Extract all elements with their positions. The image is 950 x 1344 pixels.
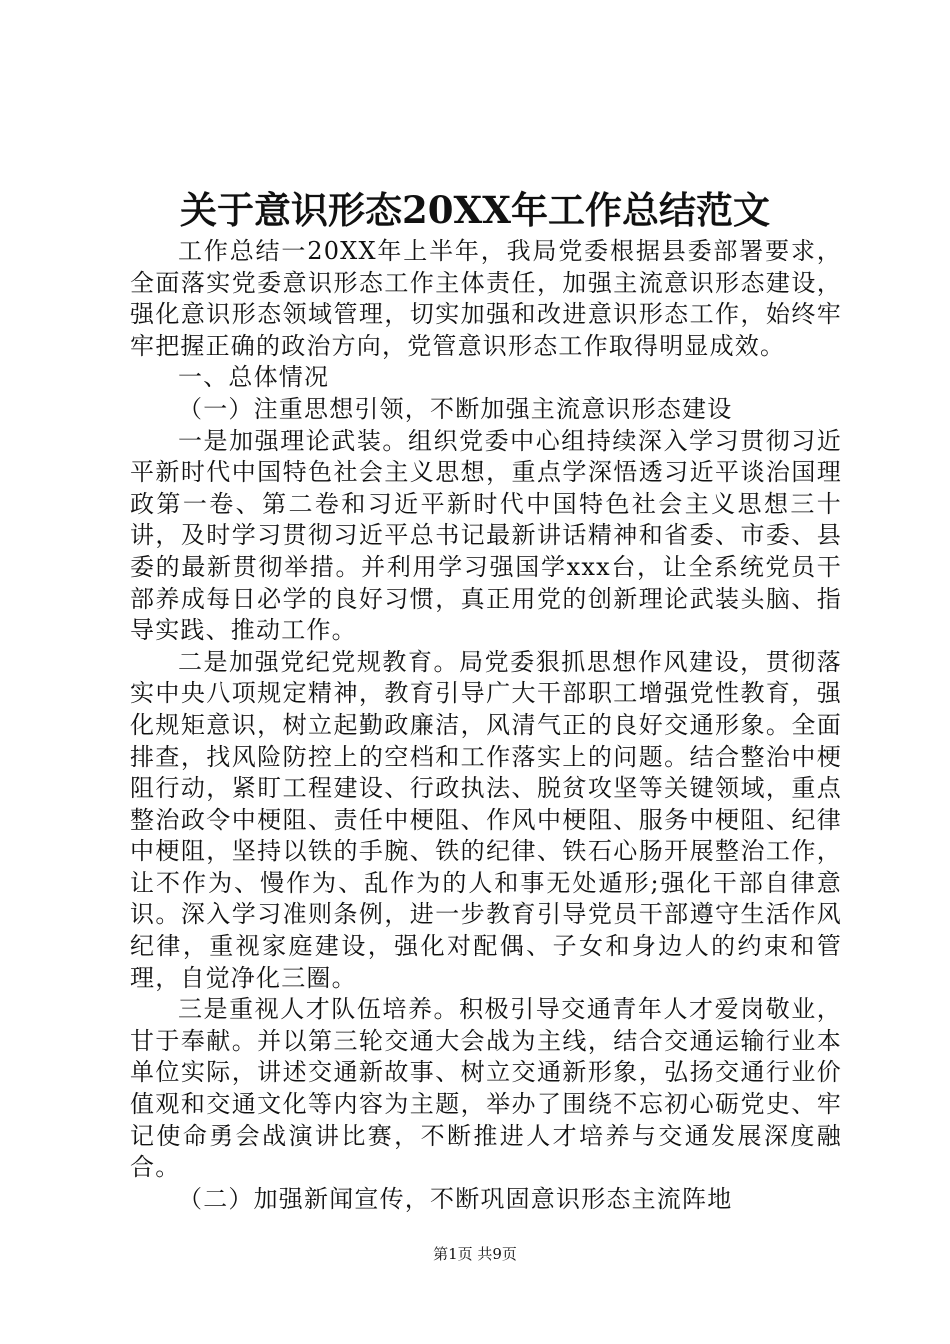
document-title: 关于意识形态20XX年工作总结范文 [180,188,770,232]
subsection-heading-2: （二）加强新闻宣传，不断巩固意识形态主流阵地 [178,1184,733,1213]
paragraph-theory: 一是加强理论武装。组织党委中心组持续深入学习贯彻习近平新时代中国特色社会主义思想，重点学深悟透习近平谈治国理政第一卷、第二卷和习近平新时代中国特色社会主义思想三十讲，及时学习贯彻习近平总书记最新讲话精神和省委、市委、县委的最新贯彻举措。并利用学习强国学xxx台，让全系统党员干部养成每日必学的良好习惯，真正用党的创新理论武装头脑、指导实践、推动工作。 [130,426,842,645]
subsection-heading-1: （一）注重思想引领，不断加强主流意识形态建设 [178,394,733,423]
intro-paragraph: 工作总结一20XX年上半年，我局党委根据县委部署要求，全面落实党委意识形态工作主体责任，加强主流意识形态建设，强化意识形态领域管理，切实加强和改进意识形态工作，始终牢牢把握正确的政治方向，党管意识形态工作取得明显成效。 [130,237,842,360]
document-body [130,236,842,1215]
page-footer: 第1页 共9页 [433,1245,517,1263]
paragraph-talent: 三是重视人才队伍培养。积极引导交通青年人才爱岗敬业，甘于奉献。并以第三轮交通大会战为主线，结合交通运输行业本单位实际，讲述交通新故事、树立交通新形象，弘扬交通行业价值观和交通文化等内容为主题，举办了围绕不忘初心砺党史、牢记使命勇会战演讲比赛，不断推进人才培养与交通发展深度融合。 [130,995,842,1182]
paragraph-discipline: 二是加强党纪党规教育。局党委狠抓思想作风建设，贯彻落实中央八项规定精神，教育引导广大干部职工增强党性教育，强化规矩意识，树立起勤政廉洁，风清气正的良好交通形象。全面排查，找风险防控上的空档和工作落实上的问题。结合整治中梗阻行动，紧盯工程建设、行政执法、脱贫攻坚等关键领域，重点整治政令中梗阻、责任中梗阻、作风中梗阻、服务中梗阻、纪律中梗阻，坚持以铁的手腕、铁的纪律、铁石心肠开展整治工作，让不作为、慢作为、乱作为的人和事无处遁形;强化干部自律意识。深入学习准则条例，进一步教育引导党员干部遵守生活作风纪律，重视家庭建设，强化对配偶、子女和身边人的约束和管理，自觉净化三圈。 [130,647,842,992]
section-heading-overview: 一、总体情况 [178,363,330,392]
